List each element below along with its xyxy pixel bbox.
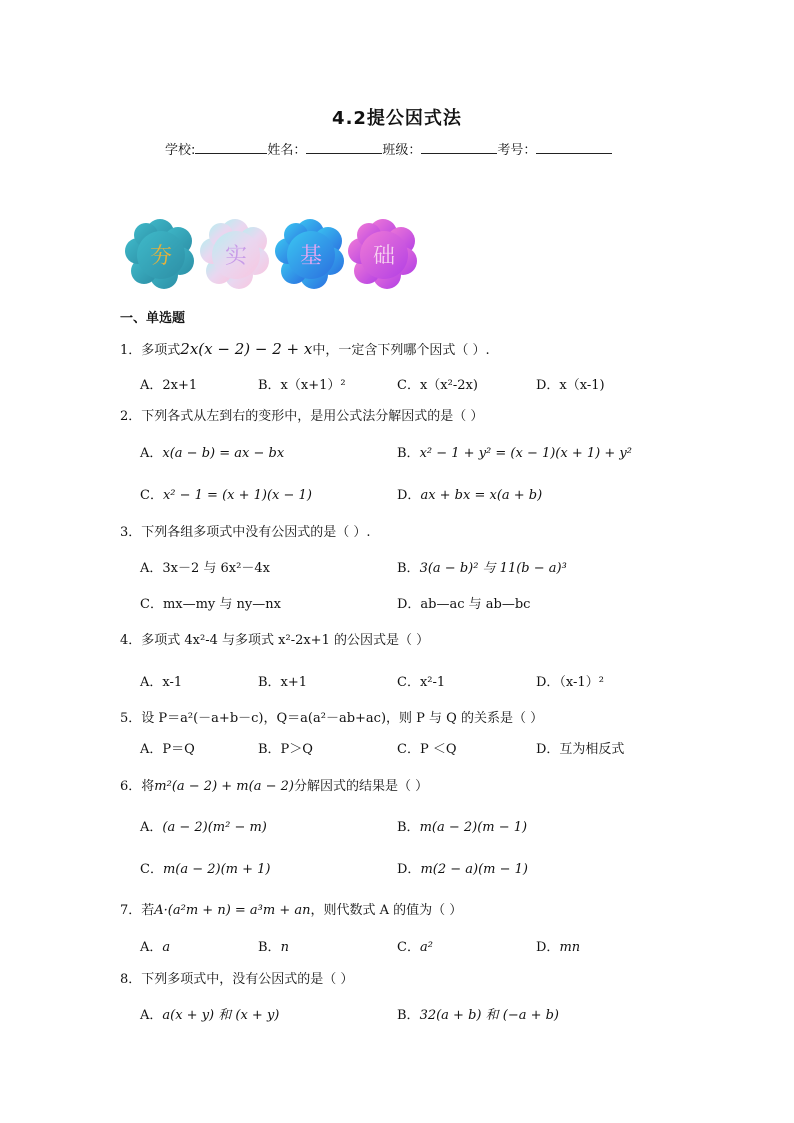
q5-option-d[interactable]: D．互为相反式 bbox=[536, 742, 625, 757]
q1-stem-a: 1．多项式 bbox=[120, 343, 181, 358]
q7-option-d-letter: D． bbox=[536, 940, 560, 955]
q2-option-b-formula: x² − 1 + y² = (x − 1)(x + 1) + y² bbox=[419, 446, 632, 461]
student-info-line bbox=[165, 139, 612, 158]
question-4: 4．多项式 4x²-4 与多项式 x²-2x+1 的公因式是（ ） bbox=[120, 633, 430, 648]
banner-char-4: 础 bbox=[372, 244, 396, 269]
school-label: 学校: bbox=[165, 143, 196, 158]
q7-option-b[interactable] bbox=[258, 936, 289, 955]
q7-option-c-formula: a² bbox=[419, 940, 433, 955]
q7-stem-a: 7．若 bbox=[120, 903, 155, 918]
question-3: 3．下列各组多项式中没有公因式的是（ ）. bbox=[120, 525, 371, 540]
q7-option-b-letter: B． bbox=[258, 940, 281, 955]
q1-formula: 2x(x − 2) − 2 + x bbox=[180, 340, 313, 358]
q4-option-d[interactable]: D．（x-1）² bbox=[536, 675, 604, 690]
q6-option-d-formula: m(2 − a)(m − 1) bbox=[420, 862, 528, 877]
q6-option-a-letter: A． bbox=[140, 820, 163, 835]
banner-char-1: 夯 bbox=[149, 244, 173, 269]
q6-option-d-letter: D． bbox=[397, 862, 421, 877]
q7-option-a[interactable] bbox=[140, 936, 170, 955]
q7-option-d-formula: mn bbox=[559, 940, 581, 955]
page-title: 4.2提公因式法 bbox=[332, 108, 462, 129]
q7-option-a-formula: a bbox=[162, 940, 171, 955]
q2-option-a-letter: A． bbox=[140, 446, 163, 461]
school-field[interactable] bbox=[195, 141, 267, 154]
q2-option-d-formula: ax + bx = x(a + b) bbox=[420, 488, 543, 503]
q3-option-b-formula: 3(a − b)² 与 11(b − a)³ bbox=[419, 561, 567, 576]
q3-option-b-letter: B． bbox=[397, 561, 420, 576]
q2-option-c[interactable] bbox=[140, 484, 312, 503]
q5-option-a[interactable]: A．P＝Q bbox=[140, 742, 195, 757]
number-label: 考号： bbox=[497, 143, 537, 158]
q4-option-c[interactable]: C．x²-1 bbox=[397, 675, 446, 690]
banner-char-3: 基 bbox=[299, 244, 323, 269]
q1-option-a[interactable]: A．2x+1 bbox=[140, 378, 198, 393]
q3-option-d[interactable]: D．ab—ac 与 ab—bc bbox=[397, 597, 531, 612]
q3-option-c[interactable]: C．mx—my 与 ny—nx bbox=[140, 597, 281, 612]
q4-option-a[interactable]: A．x-1 bbox=[140, 675, 183, 690]
q2-option-c-letter: C． bbox=[140, 488, 163, 503]
name-field[interactable] bbox=[306, 141, 382, 154]
q7-option-b-formula: n bbox=[280, 940, 289, 955]
question-1 bbox=[120, 339, 490, 358]
question-8: 8．下列多项式中，没有公因式的是（ ） bbox=[120, 972, 354, 987]
q6-formula: m²(a − 2) + m(a − 2) bbox=[154, 779, 294, 794]
q4-option-b[interactable]: B．x+1 bbox=[258, 675, 308, 690]
q2-option-d-letter: D． bbox=[397, 488, 421, 503]
q2-option-b-letter: B． bbox=[397, 446, 420, 461]
question-7 bbox=[120, 899, 462, 918]
q2-option-a[interactable] bbox=[140, 442, 284, 461]
q1-option-b[interactable]: B．x（x+1）² bbox=[258, 378, 346, 393]
q7-option-d[interactable] bbox=[536, 936, 580, 955]
q6-option-b-letter: B． bbox=[397, 820, 420, 835]
class-field[interactable] bbox=[421, 141, 497, 154]
q8-option-b-letter: B． bbox=[397, 1008, 420, 1023]
q2-option-b[interactable] bbox=[397, 442, 632, 461]
q8-option-b-formula: 32(a + b) 和 (−a + b) bbox=[419, 1008, 560, 1023]
q6-stem-a: 6．将 bbox=[120, 779, 155, 794]
q3-option-a[interactable]: A．3x－2 与 6x²－4x bbox=[140, 561, 270, 576]
q1-option-c[interactable]: C．x（x²-2x) bbox=[397, 378, 478, 393]
q6-option-b[interactable] bbox=[397, 816, 527, 835]
q7-formula: A·(a²m + n) = a³m + an bbox=[154, 903, 311, 918]
question-2: 2．下列各式从左到右的变形中，是用公式法分解因式的是（ ） bbox=[120, 409, 484, 424]
q6-option-b-formula: m(a − 2)(m − 1) bbox=[419, 820, 528, 835]
q8-option-a-letter: A． bbox=[140, 1008, 163, 1023]
q3-option-b[interactable] bbox=[397, 557, 567, 576]
q6-option-a-formula: (a − 2)(m² − m) bbox=[162, 820, 267, 835]
q6-option-c-formula: m(a − 2)(m + 1) bbox=[162, 862, 271, 877]
q8-option-b[interactable] bbox=[397, 1004, 559, 1023]
name-label: 姓名： bbox=[267, 143, 307, 158]
class-label: 班级： bbox=[382, 143, 422, 158]
banner-consolidate-basics bbox=[124, 213, 424, 293]
q5-option-c[interactable]: C．P ＜Q bbox=[397, 742, 457, 757]
q7-stem-b: ，则代数式 A 的值为（ ） bbox=[310, 903, 463, 918]
q7-option-c[interactable] bbox=[397, 936, 433, 955]
q1-stem-b: 中，一定含下列哪个因式（ ）. bbox=[312, 343, 490, 358]
question-6 bbox=[120, 775, 428, 794]
q2-option-d[interactable] bbox=[397, 484, 542, 503]
banner-char-2: 实 bbox=[224, 244, 248, 269]
q5-option-b[interactable]: B．P＞Q bbox=[258, 742, 313, 757]
question-5: 5．设 P＝a²(－a+b－c)，Q＝a(a²－ab+ac)，则 P 与 Q 的关系是（ ） bbox=[120, 711, 544, 726]
q8-option-a[interactable] bbox=[140, 1004, 279, 1023]
q6-stem-b: 分解因式的结果是（ ） bbox=[293, 779, 429, 794]
section-heading: 一、单选题 bbox=[120, 311, 186, 326]
q2-option-a-formula: x(a − b) = ax − bx bbox=[162, 446, 285, 461]
q6-option-c[interactable] bbox=[140, 858, 271, 877]
q7-option-a-letter: A． bbox=[140, 940, 163, 955]
q6-option-a[interactable] bbox=[140, 816, 267, 835]
q2-option-c-formula: x² − 1 = (x + 1)(x − 1) bbox=[162, 488, 312, 503]
q6-option-c-letter: C． bbox=[140, 862, 163, 877]
q6-option-d[interactable] bbox=[397, 858, 528, 877]
q7-option-c-letter: C． bbox=[397, 940, 420, 955]
q1-option-d[interactable]: D．x（x-1) bbox=[536, 378, 605, 393]
number-field[interactable] bbox=[536, 141, 612, 154]
q8-option-a-formula: a(x + y) 和 (x + y) bbox=[162, 1008, 280, 1023]
